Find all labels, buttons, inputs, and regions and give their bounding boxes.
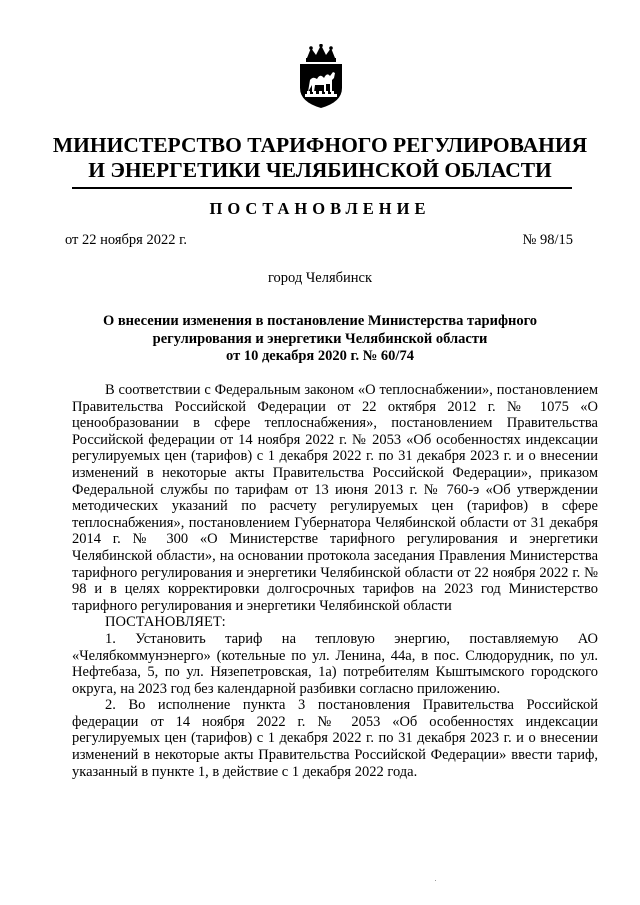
document-body [72, 382, 598, 780]
document-number: № 98/15 [522, 232, 573, 248]
ministry-name-line1: МИНИСТЕРСТВО ТАРИФНОГО РЕГУЛИРОВАНИЯ [52, 133, 588, 157]
title-line3: от 10 декабря 2020 г. № 60/74 [226, 348, 414, 364]
document-type: ПОСТАНОВЛЕНИЕ [209, 199, 431, 218]
scan-speck [435, 880, 436, 881]
resolves-heading: ПОСТАНОВЛЯЕТ: [105, 614, 226, 631]
document-city: город Челябинск [267, 270, 373, 286]
preamble-paragraph: В соответствии с Федеральным законом «О теплоснабжении», постановлением Правительства Российской Федерации от 22 октября 2012 г. № 1075 «О ценообразовании в сфере теплоснабжения», постановлением Правительства Российской федерации от 14 ноября 2022 г. № 2053 «Об особенностях индексации регулируемых цен (тарифов) с 1 декабря 2022 г. по 31 декабря 2023 г. и о внесении изменений в некоторые акты Правительства Российской Федерации», приказом Федеральной службы по тарифам от 13 июня 2013 г. № 760-э «Об утверждении методических указаний по расчету регулируемых цен (тарифов) в сфере теплоснабжения», постановлением Губернатора Челябинской области от 31 декабря 2014 г. № 300 «О Министерстве тарифного регулирования и энергетики Челябинской области», на основании протокола заседания Правления Министерства тарифного регулирования и энергетики Челябинской области от 22 ноября 2022 г. № 98 и в целях корректировки долгосрочных тарифов на 2023 год Министерство тарифного регулирования и энергетики Челябинской области [72, 382, 598, 614]
ministry-name-line2: И ЭНЕРГЕТИКИ ЧЕЛЯБИНСКОЙ ОБЛАСТИ [88, 158, 552, 182]
title-line1: О внесении изменения в постановление Министерства тарифного [102, 313, 538, 329]
title-line2: регулирования и энергетики Челябинской области [152, 330, 488, 347]
header-divider [72, 187, 572, 189]
item-1-paragraph: 1. Установить тариф на тепловую энергию, поставляемую АО «Челябкоммунэнерго» (котельные по ул. Ленина, 44а, в пос. Слюдорудник, по ул. Нефтебаза, 5, по ул. Нязепетровская, 1а) потребителям Кыштымского городского округа, на 2023 год без календарной разбивки согласно приложению. [72, 630, 598, 697]
coat-of-arms-icon [293, 44, 349, 110]
item-2-paragraph: 2. Во исполнение пункта 3 постановления Правительства Российской федерации от 14 ноября 2022 г. № 2053 «Об особенностях индексации регулируемых цен (тарифов) с 1 декабря 2022 г. по 31 декабря 2023 г. и о внесении изменений в некоторые акты Правительства Российской Федерации» ввести тариф, указанный в пункте 1, в действие с 1 декабря 2022 года. [72, 697, 598, 780]
document-title [100, 313, 540, 366]
document-date: от 22 ноября 2022 г. [65, 232, 188, 248]
